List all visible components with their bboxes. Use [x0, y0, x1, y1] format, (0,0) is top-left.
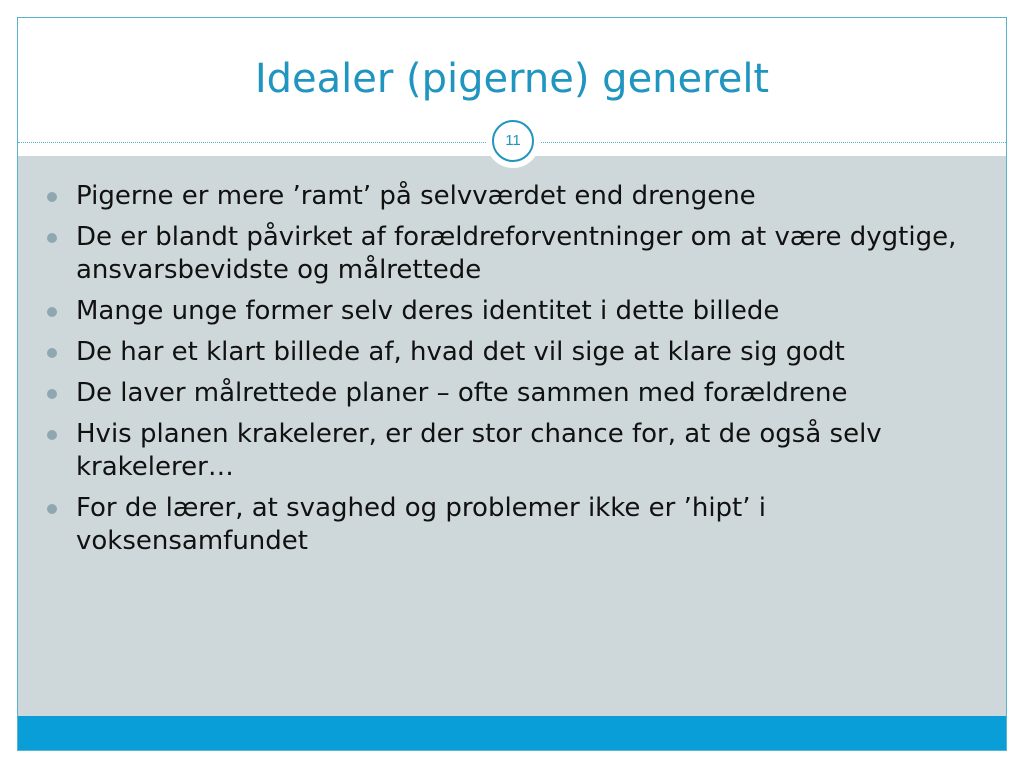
bullet-item — [18, 180, 1006, 213]
bullet-dot-icon — [47, 192, 57, 202]
bullet-text: De er blandt påvirket af forældreforventninger om at være dygtige, ansvarsbevidste og målrettede — [76, 222, 957, 285]
bullet-list — [18, 180, 1006, 566]
bullet-item — [18, 221, 1006, 287]
bullet-dot-icon — [47, 430, 57, 440]
bullet-item — [18, 295, 1006, 328]
slide — [17, 17, 1007, 751]
page-number-badge — [486, 114, 540, 168]
bullet-text: Hvis planen krakelerer, er der stor chance for, at de også selv krakelerer… — [76, 419, 882, 482]
bullet-dot-icon — [47, 307, 57, 317]
bullet-text: De laver målrettede planer – ofte sammen med forældrene — [76, 378, 848, 408]
bullet-dot-icon — [47, 348, 57, 358]
slide-title: Idealer (pigerne) generelt — [254, 56, 770, 102]
bullet-dot-icon — [47, 504, 57, 514]
bullet-text: De har et klart billede af, hvad det vil sige at klare sig godt — [76, 337, 845, 367]
bullet-item — [18, 336, 1006, 369]
footer-bar — [18, 716, 1006, 751]
bullet-text: Mange unge former selv deres identitet i dette billede — [76, 296, 780, 326]
bullet-item — [18, 492, 1006, 558]
bullet-item — [18, 418, 1006, 484]
bullet-dot-icon — [47, 233, 57, 243]
bullet-text: For de lærer, at svaghed og problemer ikke er ’hipt’ i voksensamfundet — [76, 493, 766, 556]
bullet-text: Pigerne er mere ’ramt’ på selvværdet end drengene — [76, 181, 756, 211]
bullet-item — [18, 377, 1006, 410]
page-number: 11 — [492, 120, 534, 162]
bullet-dot-icon — [47, 389, 57, 399]
